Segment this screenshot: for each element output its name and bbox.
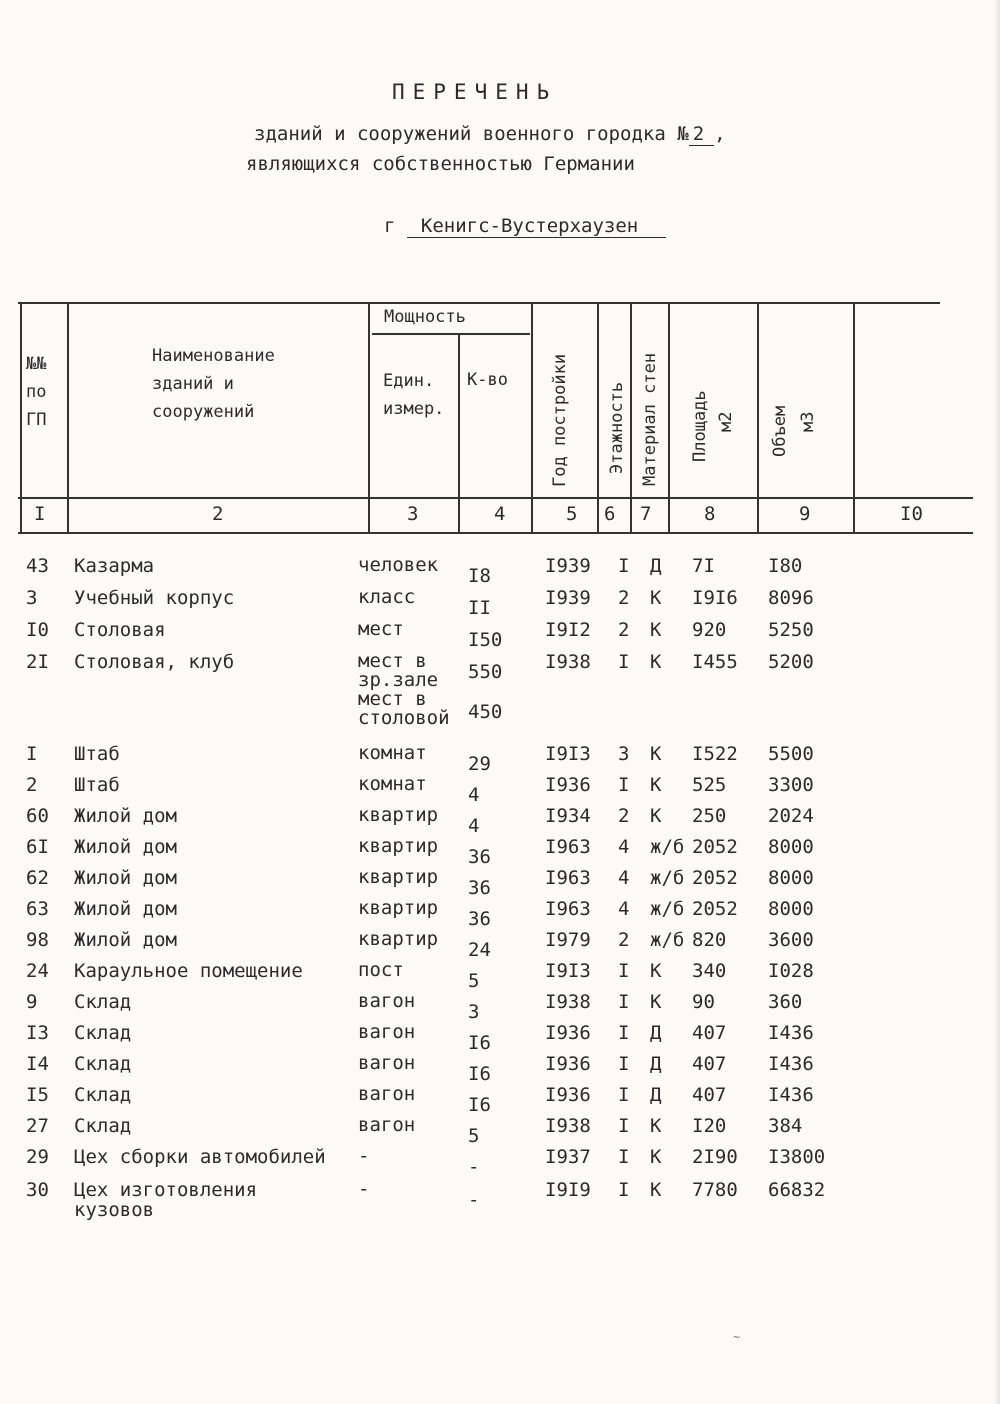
header-area-unit: м2	[716, 411, 736, 432]
unit-of-measure: мест в зр.зале мест в столовой	[358, 650, 450, 729]
construction-year: I936	[545, 774, 591, 796]
col-number: 3	[407, 503, 419, 525]
row-number: 98	[26, 929, 49, 951]
table-row	[0, 992, 1000, 1022]
col-rule-4	[531, 302, 533, 534]
header-volume: Объем	[770, 405, 790, 457]
document-title: ПЕРЕЧЕНЬ	[392, 80, 558, 104]
col-rule-8	[757, 302, 759, 534]
construction-year: I938	[545, 1115, 591, 1137]
table-row	[0, 1178, 1000, 1221]
construction-year: I938	[545, 991, 591, 1013]
volume-m3: I436	[768, 1022, 814, 1044]
col-number: 8	[704, 503, 716, 525]
quantity: 36	[468, 908, 491, 930]
construction-year: I963	[545, 898, 591, 920]
construction-year: I936	[545, 1084, 591, 1106]
construction-year: I934	[545, 805, 591, 827]
unit-of-measure: квартир	[358, 897, 439, 919]
volume-m3: I028	[768, 960, 814, 982]
footer-mark: ~	[733, 1330, 741, 1344]
area-m2: 407	[692, 1022, 727, 1044]
area-m2: 2052	[692, 898, 738, 920]
col-rule-6	[630, 302, 632, 534]
volume-m3: 2024	[768, 805, 814, 827]
col-number: 7	[640, 503, 652, 525]
row-number: 29	[26, 1146, 49, 1168]
header-mid-rule	[18, 497, 973, 499]
quantity: 29	[468, 753, 491, 775]
volume-m3: 3600	[768, 929, 814, 951]
unit-of-measure: пост	[358, 959, 404, 981]
wall-material: К	[650, 1179, 662, 1201]
wall-material: ж/б	[650, 898, 685, 920]
volume-m3: 8000	[768, 836, 814, 858]
wall-material: К	[650, 774, 662, 796]
volume-m3: 5250	[768, 619, 814, 641]
building-name: Столовая, клуб	[74, 651, 235, 673]
unit-of-measure: -	[358, 1145, 370, 1167]
wall-material: ж/б	[650, 867, 685, 889]
row-number: 62	[26, 867, 49, 889]
wall-material: Д	[650, 1022, 662, 1044]
building-name: Склад	[74, 1022, 132, 1044]
construction-year: I979	[545, 929, 591, 951]
building-name: Штаб	[74, 774, 120, 796]
area-m2: 2052	[692, 836, 738, 858]
table-row	[0, 620, 1000, 650]
table-row	[0, 961, 1000, 991]
volume-m3: I436	[768, 1084, 814, 1106]
volume-m3: 5500	[768, 743, 814, 765]
table-row	[0, 588, 1000, 618]
row-number: I3	[26, 1022, 49, 1044]
row-number: 60	[26, 805, 49, 827]
wall-material: Д	[650, 1053, 662, 1075]
col-number: 2	[212, 503, 224, 525]
wall-material: ж/б	[650, 836, 685, 858]
table-row	[0, 775, 1000, 805]
construction-year: I963	[545, 867, 591, 889]
table-row	[0, 650, 1000, 729]
header-bottom-rule	[18, 532, 973, 534]
quantity: 5	[468, 1125, 480, 1147]
area-m2: 7780	[692, 1179, 738, 1201]
col-rule-9	[853, 302, 855, 534]
table-row	[0, 1085, 1000, 1115]
city-name: Кенигс-Вустерхаузен	[407, 215, 666, 238]
unit-of-measure: квартир	[358, 804, 439, 826]
subtitle-text: зданий и сооружений военного городка	[254, 123, 666, 145]
volume-m3: 360	[768, 991, 803, 1013]
unit-of-measure: квартир	[358, 928, 439, 950]
quantity: 4	[468, 815, 480, 837]
table-row	[0, 1116, 1000, 1146]
floor-count: I	[618, 1146, 630, 1168]
area-m2: 7I	[692, 555, 715, 577]
area-m2: I20	[692, 1115, 727, 1137]
construction-year: I9I2	[545, 619, 591, 641]
floor-count: 2	[618, 805, 630, 827]
unit-of-measure: вагон	[358, 1052, 416, 1074]
town-number: 2	[689, 123, 714, 146]
unit-of-measure: вагон	[358, 990, 416, 1012]
row-number: 2	[26, 774, 38, 796]
quantity: 5	[468, 970, 480, 992]
area-m2: 525	[692, 774, 727, 796]
unit-of-measure: комнат	[358, 742, 427, 764]
building-name: Жилой дом	[74, 805, 177, 827]
quantity: I50	[468, 629, 503, 651]
row-number: 9	[26, 991, 38, 1013]
floor-count: 2	[618, 619, 630, 641]
floor-count: 4	[618, 867, 630, 889]
construction-year: I9I3	[545, 743, 591, 765]
floor-count: 2	[618, 929, 630, 951]
floor-count: I	[618, 774, 630, 796]
floor-count: I	[618, 1022, 630, 1044]
table-row	[0, 1023, 1000, 1053]
col-number: 6	[604, 503, 616, 525]
header-floors: Этажность	[607, 381, 627, 474]
table-row	[0, 1147, 1000, 1177]
building-name: Цех изготовления кузовов	[74, 1179, 258, 1221]
capacity-rule	[372, 333, 530, 335]
floor-count: I	[618, 960, 630, 982]
floor-count: 4	[618, 898, 630, 920]
quantity: 36	[468, 846, 491, 868]
row-number: 27	[26, 1115, 49, 1137]
table-row	[0, 899, 1000, 929]
building-name: Жилой дом	[74, 929, 177, 951]
header-capacity: Мощность	[384, 307, 466, 327]
col-number: I0	[900, 503, 923, 525]
unit-of-measure: человек	[358, 554, 439, 576]
floor-count: 3	[618, 743, 630, 765]
quantity: -	[468, 1156, 480, 1178]
volume-m3: 8096	[768, 587, 814, 609]
col-rule-7	[668, 302, 670, 534]
volume-m3: 66832	[768, 1179, 826, 1201]
header-col1-line: №№	[26, 354, 47, 374]
table-row	[0, 1054, 1000, 1084]
building-name: Жилой дом	[74, 836, 177, 858]
city-line	[384, 215, 666, 238]
col-rule-0	[20, 302, 22, 534]
building-name: Склад	[74, 1084, 132, 1106]
volume-m3: 5200	[768, 651, 814, 673]
wall-material: Д	[650, 1084, 662, 1106]
area-m2: 407	[692, 1084, 727, 1106]
header-col1	[26, 350, 46, 434]
quantity: I6	[468, 1032, 491, 1054]
header-area	[690, 390, 710, 462]
floor-count: 4	[618, 836, 630, 858]
header-year: Год постройки	[550, 353, 570, 487]
header-col2-line: зданий и	[152, 374, 234, 394]
row-number: I5	[26, 1084, 49, 1106]
building-name: Цех сборки автомобилей	[74, 1146, 326, 1168]
row-number: 2I	[26, 651, 49, 673]
construction-year: I936	[545, 1022, 591, 1044]
wall-material: К	[650, 1146, 662, 1168]
header-col1-line: по	[26, 382, 47, 402]
construction-year: I939	[545, 587, 591, 609]
quantity: 4	[468, 784, 480, 806]
building-name: Караульное помещение	[74, 960, 303, 982]
area-m2: 90	[692, 991, 715, 1013]
row-number: 30	[26, 1179, 49, 1201]
row-number: 63	[26, 898, 49, 920]
wall-material: К	[650, 805, 662, 827]
table-row	[0, 806, 1000, 836]
quantity: 24	[468, 939, 491, 961]
building-name: Жилой дом	[74, 867, 177, 889]
area-m2: 340	[692, 960, 727, 982]
table-row	[0, 930, 1000, 960]
header-material: Материал стен	[640, 352, 660, 486]
floor-count: I	[618, 1115, 630, 1137]
table-row	[0, 868, 1000, 898]
quantity: 3	[468, 1001, 480, 1023]
building-name: Склад	[74, 991, 132, 1013]
unit-of-measure: -	[358, 1178, 370, 1200]
area-m2: I522	[692, 743, 738, 765]
volume-m3: I80	[768, 555, 803, 577]
header-unit	[383, 367, 444, 423]
volume-m3: 384	[768, 1115, 803, 1137]
row-number: I	[26, 743, 38, 765]
construction-year: I938	[545, 651, 591, 673]
construction-year: I939	[545, 555, 591, 577]
area-m2: 920	[692, 619, 727, 641]
row-number: I4	[26, 1053, 49, 1075]
floor-count: 2	[618, 587, 630, 609]
wall-material: К	[650, 960, 662, 982]
wall-material: ж/б	[650, 929, 685, 951]
header-col1-line: ГП	[26, 410, 47, 430]
col-rule-1	[67, 302, 69, 534]
city-prefix: г	[384, 215, 396, 237]
unit-of-measure: квартир	[358, 835, 439, 857]
number-sign: №	[677, 123, 689, 145]
wall-material: К	[650, 743, 662, 765]
building-name: Жилой дом	[74, 898, 177, 920]
building-name: Учебный корпус	[74, 587, 235, 609]
area-m2: 250	[692, 805, 727, 827]
quantity: I6	[468, 1063, 491, 1085]
subtitle-line-1	[254, 123, 726, 146]
header-unit-line: Един.	[383, 371, 435, 391]
quantity: II	[468, 597, 491, 619]
quantity: -	[468, 1189, 480, 1211]
quantity: 36	[468, 877, 491, 899]
subtitle-line-2: являющихся собственностью Германии	[246, 153, 635, 175]
floor-count: I	[618, 1053, 630, 1075]
area-m2: I9I6	[692, 587, 738, 609]
subtitle-comma: ,	[714, 123, 726, 145]
header-col2-line: Наименование	[152, 346, 275, 366]
quantity: I8	[468, 565, 491, 587]
unit-of-measure: класс	[358, 586, 416, 608]
col-number: 9	[799, 503, 811, 525]
construction-year: I9I9	[545, 1179, 591, 1201]
area-m2: 407	[692, 1053, 727, 1075]
quantity: I6	[468, 1094, 491, 1116]
wall-material: К	[650, 619, 662, 641]
volume-m3: 3300	[768, 774, 814, 796]
unit-of-measure: вагон	[358, 1021, 416, 1043]
col-number: I	[34, 503, 46, 525]
area-m2: I455	[692, 651, 738, 673]
col-number: 5	[566, 503, 578, 525]
volume-m3: I3800	[768, 1146, 826, 1168]
unit-of-measure: комнат	[358, 773, 427, 795]
wall-material: Д	[650, 555, 662, 577]
header-volume-unit: м3	[798, 411, 818, 432]
area-m2: 2052	[692, 867, 738, 889]
table-row	[0, 744, 1000, 774]
col-rule-2	[368, 302, 370, 534]
building-name: Штаб	[74, 743, 120, 765]
unit-of-measure: квартир	[358, 866, 439, 888]
header-col2	[152, 342, 275, 426]
building-name: Склад	[74, 1115, 132, 1137]
building-name: Столовая	[74, 619, 166, 641]
header-unit-line: измер.	[383, 399, 445, 419]
volume-m3: I436	[768, 1053, 814, 1075]
building-name: Склад	[74, 1053, 132, 1075]
row-number: I0	[26, 619, 49, 641]
unit-of-measure: вагон	[358, 1114, 416, 1136]
row-number: 3	[26, 587, 38, 609]
floor-count: I	[618, 651, 630, 673]
floor-count: I	[618, 555, 630, 577]
row-number: 43	[26, 555, 49, 577]
wall-material: К	[650, 651, 662, 673]
table-row	[0, 556, 1000, 586]
unit-of-measure: вагон	[358, 1083, 416, 1105]
construction-year: I9I3	[545, 960, 591, 982]
floor-count: I	[618, 1084, 630, 1106]
construction-year: I937	[545, 1146, 591, 1168]
volume-m3: 8000	[768, 898, 814, 920]
wall-material: К	[650, 1115, 662, 1137]
col-number: 4	[494, 503, 506, 525]
table-row	[0, 837, 1000, 867]
header-col2-line: сооружений	[152, 402, 255, 422]
row-number: 6I	[26, 836, 49, 858]
quantity: 550 450	[468, 661, 503, 723]
wall-material: К	[650, 587, 662, 609]
header-top-rule	[18, 302, 940, 304]
header-area-label: Площадь	[690, 390, 710, 462]
wall-material: К	[650, 991, 662, 1013]
floor-count: I	[618, 1179, 630, 1201]
header-qty: К-во	[467, 370, 508, 390]
volume-m3: 8000	[768, 867, 814, 889]
floor-count: I	[618, 991, 630, 1013]
col-rule-3	[458, 335, 460, 534]
col-rule-5	[597, 302, 599, 534]
area-m2: 820	[692, 929, 727, 951]
building-name: Казарма	[74, 555, 155, 577]
construction-year: I936	[545, 1053, 591, 1075]
row-number: 24	[26, 960, 49, 982]
construction-year: I963	[545, 836, 591, 858]
area-m2: 2I90	[692, 1146, 738, 1168]
unit-of-measure: мест	[358, 618, 404, 640]
